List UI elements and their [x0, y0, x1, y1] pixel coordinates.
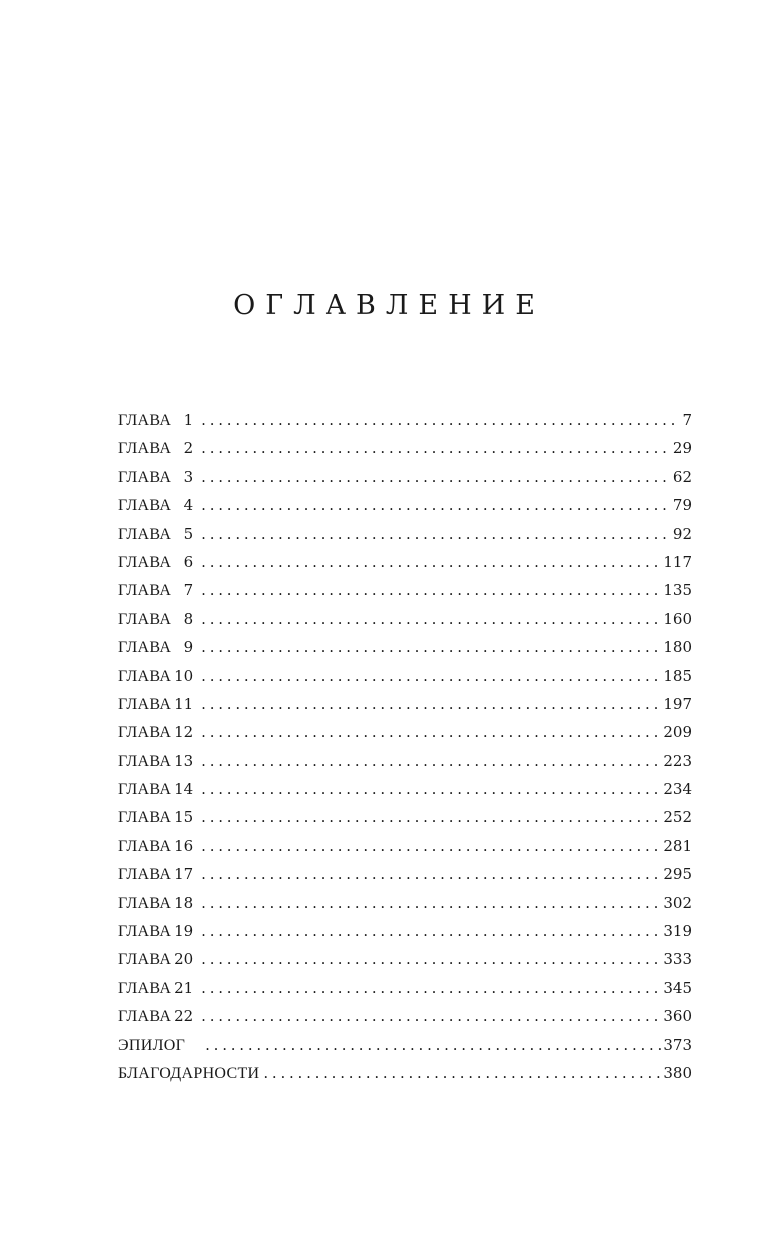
- toc-dot-leader: [201, 633, 661, 661]
- toc-entry[interactable]: [118, 520, 692, 548]
- toc-entry-number: 8: [183, 609, 194, 628]
- toc-entry[interactable]: [118, 889, 692, 917]
- toc-dot-leader: [201, 803, 661, 831]
- toc-entry[interactable]: [118, 803, 692, 831]
- toc-entry[interactable]: [118, 605, 692, 633]
- toc-entry-number: 16: [174, 836, 194, 855]
- toc-entry-number: 13: [174, 751, 194, 770]
- toc-entry-number: 22: [174, 1007, 194, 1026]
- toc-entry-label: ГЛАВА: [118, 582, 172, 600]
- toc-entry-page-number: 319: [663, 922, 692, 941]
- toc-entry-label: ГЛАВА: [118, 951, 172, 969]
- toc-dot-leader: [201, 775, 661, 803]
- toc-dot-leader: [201, 548, 661, 576]
- toc-entry-page-number: 29: [672, 439, 692, 458]
- toc-entry-number: 5: [183, 524, 194, 543]
- toc-dot-leader: [201, 662, 661, 690]
- toc-entry[interactable]: [118, 633, 692, 661]
- toc-dot-leader: [201, 718, 661, 746]
- toc-entry-page-number: 302: [663, 893, 692, 912]
- toc-entry-label: ГЛАВА: [118, 781, 172, 799]
- toc-entry-page-number: 333: [663, 950, 692, 969]
- toc-entry-label: ГЛАВА: [118, 1008, 172, 1026]
- toc-dot-leader: [201, 917, 661, 945]
- toc-entry-number: 1: [183, 411, 194, 429]
- toc-entry-number: 19: [174, 922, 194, 941]
- toc-entry-page-number: 223: [663, 751, 692, 770]
- toc-entry[interactable]: [118, 1002, 692, 1030]
- toc-entry-label: ГЛАВА: [118, 923, 172, 941]
- toc-entry-label: ГЛАВА: [118, 610, 172, 628]
- toc-dot-leader: [201, 520, 671, 548]
- toc-dot-leader: [201, 832, 661, 860]
- toc-entry-page-number: 380: [663, 1063, 692, 1082]
- toc-entry-number: 15: [174, 808, 194, 827]
- toc-entry-page-number: 135: [663, 581, 692, 600]
- toc-entry[interactable]: [118, 576, 692, 604]
- toc-dot-leader: [201, 576, 661, 604]
- toc-entry[interactable]: [118, 548, 692, 576]
- toc-entry-label: ГЛАВА: [118, 412, 172, 429]
- toc-dot-leader: [201, 463, 671, 491]
- toc-entry[interactable]: [118, 974, 692, 1002]
- toc-entry-page-number: 252: [663, 808, 692, 827]
- toc-entry[interactable]: [118, 690, 692, 718]
- toc-entry[interactable]: [118, 917, 692, 945]
- toc-entry-page-number: 62: [672, 467, 692, 486]
- toc-entry-page-number: 295: [663, 865, 692, 884]
- toc-entry-label: ГЛАВА: [118, 468, 172, 486]
- toc-entry-number: 21: [174, 978, 194, 997]
- toc-entry-page-number: 197: [663, 694, 692, 713]
- toc-entry-page-number: 117: [663, 552, 692, 571]
- toc-entry[interactable]: [118, 491, 692, 519]
- toc-entry-page-number: 373: [663, 1035, 692, 1054]
- toc-entry-number: 4: [183, 496, 194, 515]
- toc-entry-page-number: 234: [663, 780, 692, 799]
- toc-dot-leader: [201, 605, 661, 633]
- toc-entry-number: 9: [183, 638, 194, 657]
- toc-entry-number: 3: [183, 467, 194, 486]
- toc-entry-label: ГЛАВА: [118, 525, 172, 543]
- toc-entry-label: ГЛАВА: [118, 639, 172, 657]
- toc-entry[interactable]: [118, 1031, 692, 1059]
- toc-entry-number: 14: [174, 780, 194, 799]
- toc-dot-leader: [201, 434, 671, 462]
- toc-entry-page-number: 209: [663, 723, 692, 742]
- toc-entry-label: ГЛАВА: [118, 695, 172, 713]
- toc-entry-number: 7: [183, 581, 194, 600]
- toc-entry-number: 20: [174, 950, 194, 969]
- toc-entry-label: ГЛАВА: [118, 809, 172, 827]
- toc-entry-number: 2: [183, 439, 194, 458]
- toc-entry-label: ГЛАВА: [118, 440, 172, 458]
- toc-entry-page-number: 281: [663, 836, 692, 855]
- toc-entry-page-number: 185: [663, 666, 692, 685]
- toc-entry[interactable]: [118, 463, 692, 491]
- toc-entry-label: ГЛАВА: [118, 553, 172, 571]
- toc-entry-label: БЛАГОДАРНОСТИ: [118, 1064, 260, 1082]
- toc-dot-leader: [201, 406, 680, 434]
- page-title: ОГЛАВЛЕНИЕ: [233, 290, 545, 322]
- toc-entry-label: ГЛАВА: [118, 866, 172, 884]
- toc-entry[interactable]: [118, 434, 692, 462]
- toc-entry[interactable]: [118, 832, 692, 860]
- toc-entry[interactable]: [118, 945, 692, 973]
- toc-entry-number: 11: [174, 694, 194, 713]
- toc-dot-leader: [201, 747, 661, 775]
- toc-entry-page-number: 180: [663, 638, 692, 657]
- toc-entry-number: 10: [174, 666, 194, 685]
- toc-dot-leader: [201, 945, 661, 973]
- toc-entry-label: ГЛАВА: [118, 667, 172, 685]
- toc-entry[interactable]: [118, 662, 692, 690]
- table-of-contents: [118, 406, 692, 1087]
- toc-dot-leader: [201, 860, 661, 888]
- toc-entry-label: ГЛАВА: [118, 894, 172, 912]
- toc-entry-page-number: 360: [663, 1007, 692, 1026]
- toc-entry[interactable]: [118, 860, 692, 888]
- toc-entry[interactable]: [118, 406, 692, 434]
- toc-entry-page-number: 79: [672, 496, 692, 515]
- toc-entry[interactable]: [118, 1059, 692, 1087]
- toc-dot-leader: [201, 690, 661, 718]
- toc-entry-label: ГЛАВА: [118, 979, 172, 997]
- toc-dot-leader: [201, 889, 661, 917]
- toc-dot-leader: [263, 1059, 661, 1087]
- toc-entry-number: 6: [183, 552, 194, 571]
- toc-entry-page-number: 7: [682, 411, 692, 429]
- toc-entry-page-number: 160: [663, 609, 692, 628]
- toc-dot-leader: [201, 491, 671, 519]
- toc-entry-page-number: 345: [663, 978, 692, 997]
- toc-entry[interactable]: [118, 747, 692, 775]
- toc-entry[interactable]: [118, 718, 692, 746]
- toc-dot-leader: [205, 1031, 661, 1059]
- toc-entry-number: 12: [174, 723, 194, 742]
- toc-entry-label: ЭПИЛОГ: [118, 1036, 186, 1054]
- toc-entry-label: ГЛАВА: [118, 837, 172, 855]
- toc-entry-number: 18: [174, 893, 194, 912]
- toc-entry-number: 17: [174, 865, 194, 884]
- toc-entry-label: ГЛАВА: [118, 724, 172, 742]
- toc-entry-page-number: 92: [672, 524, 692, 543]
- toc-entry-label: ГЛАВА: [118, 497, 172, 515]
- toc-entry[interactable]: [118, 775, 692, 803]
- toc-dot-leader: [201, 974, 661, 1002]
- toc-entry-label: ГЛАВА: [118, 752, 172, 770]
- toc-dot-leader: [201, 1002, 661, 1030]
